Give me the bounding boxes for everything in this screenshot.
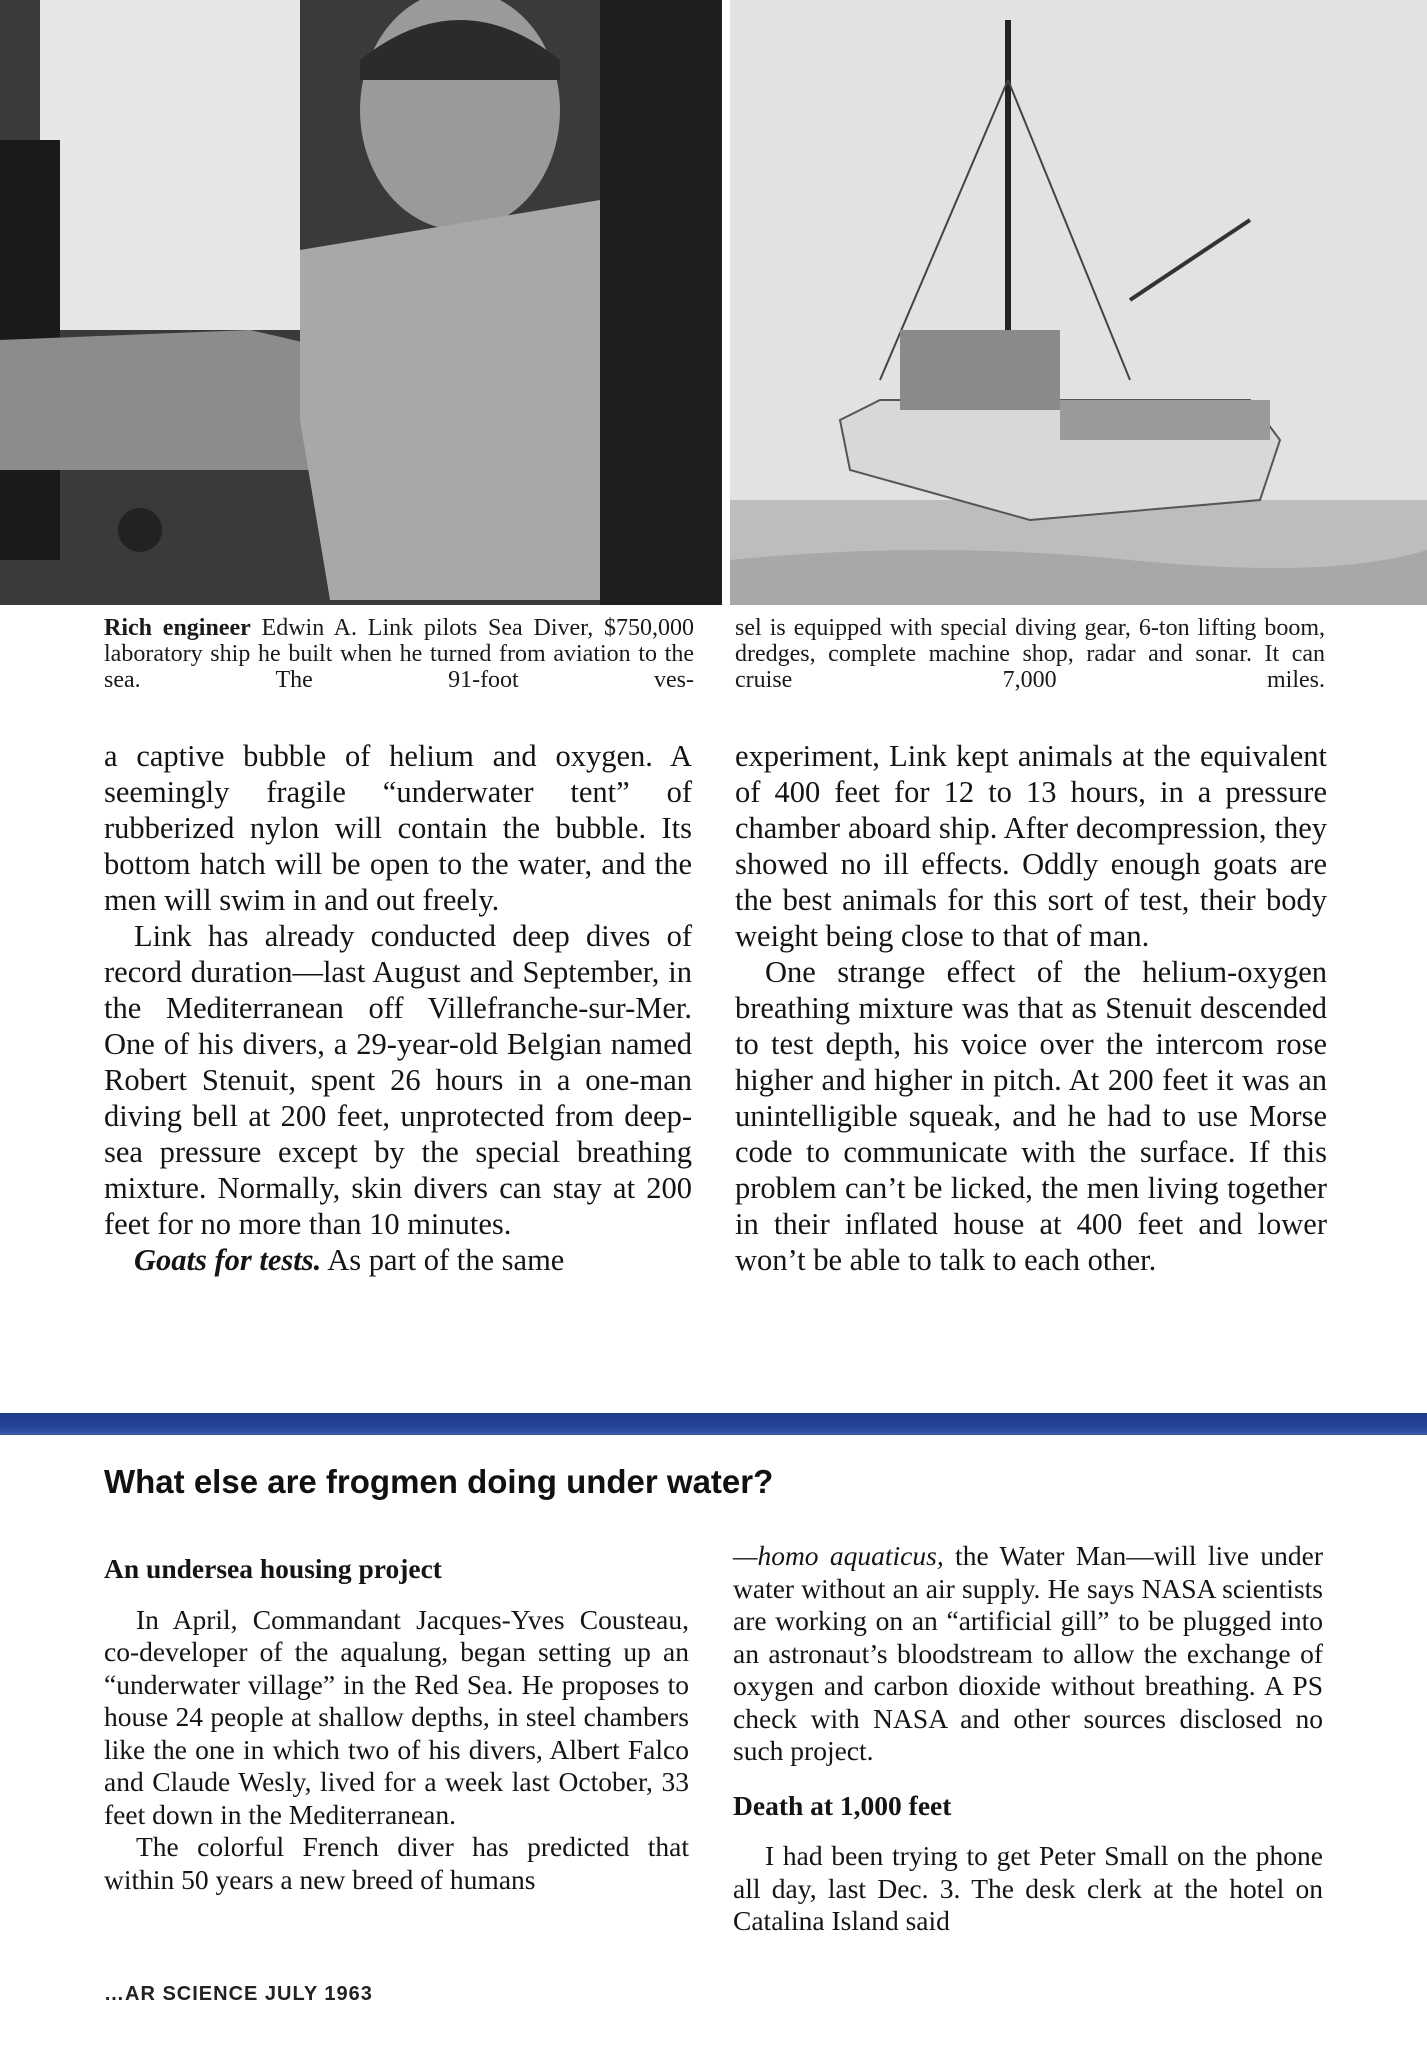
section-paragraph: The colorful French diver has predicted that within 50 years a new breed of humans xyxy=(104,1831,689,1895)
article-paragraph: experiment, Link kept animals at the equivalent of 400 feet for 12 to 13 hours, in a pressure chamber aboard ship. After decompression, they showed no ill effects. Oddly enough goats are the best animals for this sort of test, their body weight being close to that of man. xyxy=(735,739,1327,953)
section-divider-rule xyxy=(0,1413,1427,1435)
article-column-2 xyxy=(735,738,1327,1278)
caption-right xyxy=(735,615,1325,693)
section-column-2 xyxy=(733,1540,1323,1938)
photo-sea-diver-ship xyxy=(730,0,1427,605)
article-paragraph-text: As part of the same xyxy=(321,1243,565,1277)
article-paragraph: Link has already conducted deep dives of record duration—last August and September, in the Mediterranean off Villefranche-sur-Mer. One of his divers, a 29-year-old Belgian named Robert Stenuit, spent 26 hours in a one-man diving bell at 200 feet, unprotected from deep-sea pressure except by the special breathing mixture. Normally, skin divers can stay at 200 feet for no more than 10 minutes. xyxy=(104,919,692,1241)
article-paragraph: One strange effect of the helium-oxygen breathing mixture was that as Stenuit descended to test depth, his voice over the intercom rose higher and higher in pitch. At 200 feet it was an unintelligible squeak, and he had to use Morse code to communicate with the surface. If this problem can’t be licked, the men living together in their inflated house at 400 feet and lower won’t be able to talk to each other. xyxy=(735,955,1327,1277)
section-paragraph-text: the Water Man—will live under water without an air supply. He says NASA scientists are working on an “artificial gill” to be plugged into an astronaut’s bloodstream to allow the exchange of oxygen and carbon dioxide without breathing. A PS check with NASA and other sources disclosed no such project. xyxy=(733,1540,1323,1766)
caption-left-text: Edwin A. Link pilots Sea Diver, $750,000 laboratory ship he built when he turned from aviation to the sea. The 91-foot ves- xyxy=(104,615,694,693)
photo-edwin-link xyxy=(0,0,722,605)
article-column-1 xyxy=(104,738,692,1278)
subhead-death-at-1000-feet: Death at 1,000 feet xyxy=(733,1789,952,1821)
article-paragraph xyxy=(104,1242,692,1278)
article-paragraph: a captive bubble of helium and oxygen. A seemingly fragile “underwater tent” of rubberized nylon will contain the bubble. Its bottom hatch will be open to the water, and the men will swim in and out freely. xyxy=(104,739,692,917)
photo-sea-diver-ship-image xyxy=(730,0,1427,605)
caption-left-lead: Rich engineer xyxy=(104,615,251,641)
section-column-1 xyxy=(104,1553,689,1896)
page-footer: …AR SCIENCE JULY 1963 xyxy=(104,1983,373,2005)
section-title: What else are frogmen doing under water? xyxy=(104,1463,774,1500)
subhead-goats-for-tests: Goats for tests. xyxy=(134,1243,322,1277)
caption-right-text: sel is equipped with special diving gear, 6-ton lifting boom, dredges, complete machine shop, radar and sonar. It can cruise 7,000 miles. xyxy=(735,615,1325,693)
caption-left xyxy=(104,615,694,693)
section-paragraph: In April, Commandant Jacques-Yves Cousteau, co-developer of the aqualung, began setting up an “underwater village” in the Red Sea. He proposes to house 24 people at shallow depths, in steel chambers like the one in which two of his divers, Albert Falco and Claude Wesly, lived for a week last October, 33 feet down in the Mediterranean. xyxy=(104,1603,689,1830)
section-paragraph xyxy=(733,1540,1323,1768)
subhead-undersea-housing: An undersea housing project xyxy=(104,1553,442,1584)
homo-aquaticus-lead: —homo aquaticus, xyxy=(733,1540,944,1571)
section-paragraph: I had been trying to get Peter Small on the phone all day, last Dec. 3. The desk clerk at the hotel on Catalina Island said xyxy=(733,1840,1323,1936)
photo-edwin-link-image xyxy=(0,0,722,605)
